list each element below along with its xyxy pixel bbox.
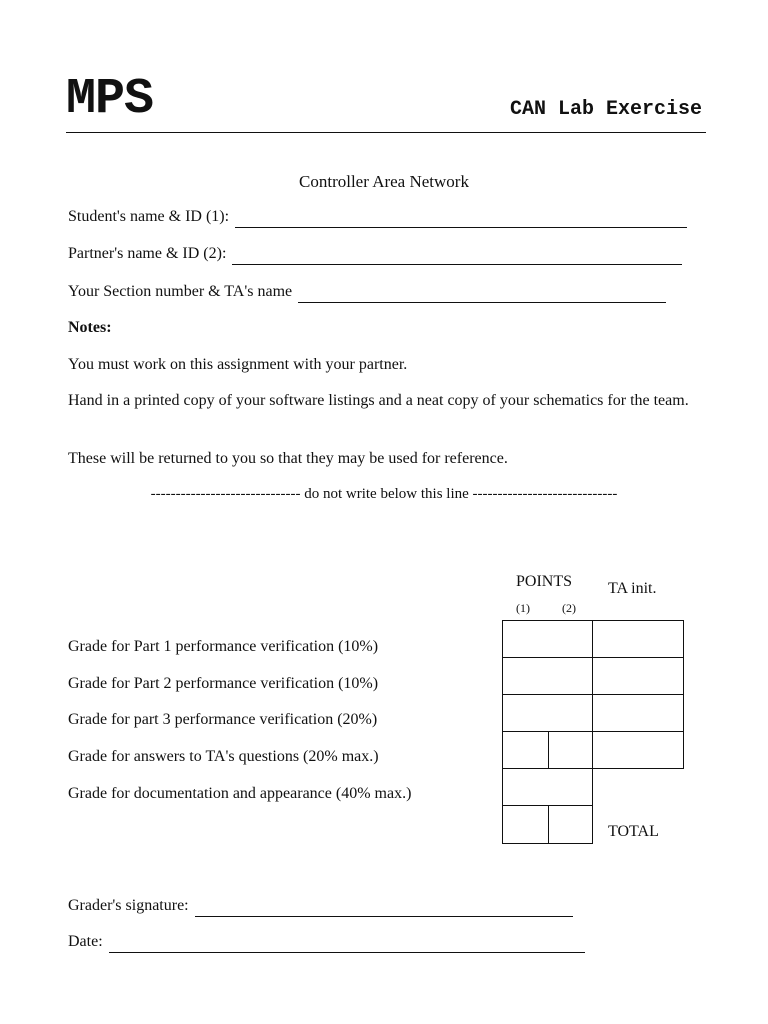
part3-ta-box[interactable] [592,694,684,732]
points-header: POINTS [516,573,573,590]
points-sub-1: (1) [516,601,530,615]
note-item: These will be returned to you so that they may be used for reference. [68,450,508,467]
part2-points-box[interactable] [502,657,593,695]
grade-row-label: Grade for answers to TA's questions (20% max.) [68,748,379,765]
total-points-1-box[interactable] [502,805,549,844]
section-blank[interactable] [298,287,666,303]
questions-points-2-box[interactable] [548,731,593,769]
signature-field [68,895,573,917]
partner-label: Partner's name & ID (2): [68,245,227,262]
partner-field [68,243,682,265]
ta-init-header: TA init. [608,580,657,597]
section-field [68,281,666,303]
notes-title: Notes: [68,319,112,336]
grade-row-label: Grade for part 3 performance verification (20%) [68,711,378,728]
grade-row-label: Grade for documentation and appearance (40% max.) [68,785,412,802]
questions-ta-box[interactable] [592,731,684,769]
part3-points-box[interactable] [502,694,593,732]
student-field [68,206,687,228]
part1-ta-box[interactable] [592,620,684,658]
note-item: You must work on this assignment with your partner. [68,356,408,373]
student-blank[interactable] [235,212,687,228]
date-label: Date: [68,933,103,950]
part1-points-box[interactable] [502,620,593,658]
student-label: Student's name & ID (1): [68,208,230,225]
grade-row-label: Grade for Part 2 performance verification (10%) [68,675,379,692]
part2-ta-box[interactable] [592,657,684,695]
logo: MPS [66,71,154,128]
total-points-2-box[interactable] [548,805,593,844]
section-label: Your Section number & TA's name [68,283,293,300]
date-field [68,931,585,953]
header-rule [66,132,706,133]
documentation-points-box[interactable] [502,768,593,806]
partner-blank[interactable] [232,249,682,265]
date-blank[interactable] [109,937,585,953]
points-sub-2: (2) [562,601,576,615]
note-item: Hand in a printed copy of your software listings and a neat copy of your schematics for the team. [68,392,689,409]
total-label: TOTAL [608,823,659,840]
do-not-write-divider: ------------------------------ do not write below this line ----------------------------- [150,486,618,502]
grade-row-label: Grade for Part 1 performance verification (10%) [68,638,379,655]
signature-label: Grader's signature: [68,897,189,914]
questions-points-1-box[interactable] [502,731,549,769]
page-heading: Controller Area Network [299,172,469,191]
signature-blank[interactable] [195,901,573,917]
document-title: CAN Lab Exercise [509,98,702,121]
